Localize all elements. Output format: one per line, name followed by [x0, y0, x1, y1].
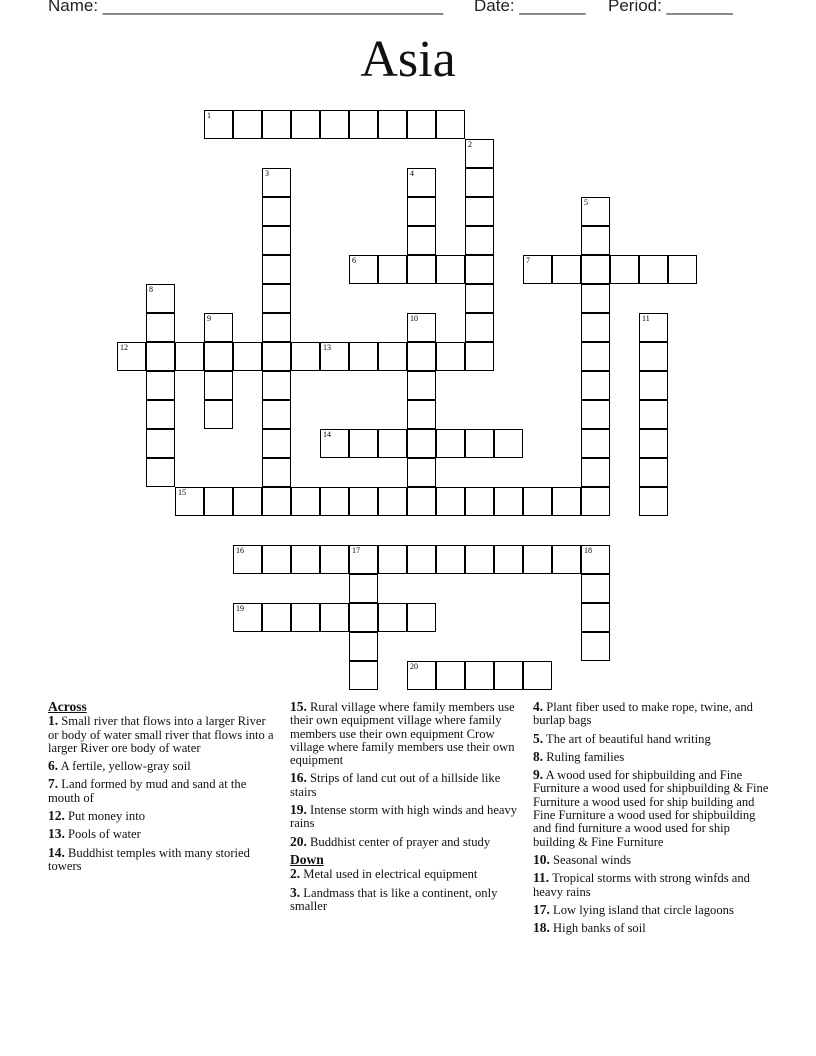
grid-cell[interactable] [494, 545, 523, 574]
grid-cell[interactable] [349, 429, 378, 458]
grid-cell[interactable] [407, 661, 436, 690]
grid-cell[interactable] [407, 429, 436, 458]
grid-cell[interactable] [465, 168, 494, 197]
clue-across-20: 20. Buddhist center of prayer and study [290, 833, 491, 849]
grid-cell[interactable] [262, 400, 291, 429]
grid-cell[interactable] [349, 255, 378, 284]
grid-cell[interactable] [610, 255, 639, 284]
grid-cell[interactable] [262, 603, 291, 632]
grid-cell[interactable] [146, 313, 175, 342]
grid-cell[interactable] [320, 342, 349, 371]
clue-across-13: 13. Pools of water [48, 826, 141, 842]
grid-cell[interactable] [581, 400, 610, 429]
grid-cell[interactable] [349, 545, 378, 574]
grid-cell[interactable] [291, 487, 320, 516]
grid-cell[interactable] [465, 661, 494, 690]
grid-cell[interactable] [523, 255, 552, 284]
grid-cell[interactable] [204, 342, 233, 371]
grid-cell[interactable] [233, 110, 262, 139]
grid-cell[interactable] [436, 110, 465, 139]
grid-cell[interactable] [581, 197, 610, 226]
grid-cell[interactable] [639, 400, 668, 429]
grid-cell[interactable] [117, 342, 146, 371]
grid-cell[interactable] [465, 284, 494, 313]
grid-cell[interactable] [407, 226, 436, 255]
grid-cell[interactable] [320, 429, 349, 458]
grid-cell[interactable] [262, 197, 291, 226]
grid-cell[interactable] [407, 371, 436, 400]
across-heading: Across [48, 699, 87, 714]
grid-cell[interactable] [465, 197, 494, 226]
grid-cell[interactable] [320, 110, 349, 139]
grid-cell[interactable] [407, 342, 436, 371]
grid-cell[interactable] [349, 342, 378, 371]
grid-cell[interactable] [407, 487, 436, 516]
grid-cell[interactable] [552, 487, 581, 516]
grid-cell[interactable] [407, 168, 436, 197]
grid-cell[interactable] [552, 545, 581, 574]
grid-cell[interactable] [639, 458, 668, 487]
grid-cell[interactable] [639, 313, 668, 342]
grid-cell[interactable] [436, 255, 465, 284]
clue-number: 2 [468, 140, 472, 149]
clue-number: 16 [236, 546, 244, 555]
grid-cell[interactable] [291, 545, 320, 574]
grid-cell[interactable] [291, 603, 320, 632]
clue-number: 9 [207, 314, 211, 323]
grid-cell[interactable] [407, 197, 436, 226]
grid-cell[interactable] [668, 255, 697, 284]
grid-cell[interactable] [233, 603, 262, 632]
grid-cell[interactable] [581, 255, 610, 284]
clue-across-15: 15. Rural village where family members use their own equipment village where family members use their own equipment Crow village where family members use their own equipment [290, 699, 515, 768]
grid-cell[interactable] [204, 110, 233, 139]
clue-across-19: 19. Intense storm with high winds and heavy rains [290, 802, 518, 831]
clue-number: 4 [410, 169, 414, 178]
clue-number: 20 [410, 662, 418, 671]
grid-cell[interactable] [581, 458, 610, 487]
clue-number: 12 [120, 343, 128, 352]
grid-cell[interactable] [320, 545, 349, 574]
clue-number: 7 [526, 256, 530, 265]
grid-cell[interactable] [407, 255, 436, 284]
grid-cell[interactable] [262, 255, 291, 284]
clues-column-3 [533, 700, 769, 939]
grid-cell[interactable] [465, 313, 494, 342]
grid-cell[interactable] [146, 458, 175, 487]
grid-cell[interactable] [262, 284, 291, 313]
grid-cell[interactable] [349, 603, 378, 632]
period-field[interactable]: Period: _______ [608, 0, 733, 15]
grid-cell[interactable] [262, 226, 291, 255]
grid-cell[interactable] [407, 400, 436, 429]
grid-cell[interactable] [581, 574, 610, 603]
grid-cell[interactable] [320, 603, 349, 632]
clue-number: 14 [323, 430, 331, 439]
grid-cell[interactable] [146, 371, 175, 400]
grid-cell[interactable] [436, 545, 465, 574]
grid-cell[interactable] [465, 342, 494, 371]
grid-cell[interactable] [146, 429, 175, 458]
clue-across-16: 16. Strips of land cut out of a hillside like stairs [290, 770, 501, 799]
grid-cell[interactable] [639, 342, 668, 371]
clue-down-8: 8. Ruling families [533, 748, 625, 764]
grid-cell[interactable] [204, 371, 233, 400]
grid-cell[interactable] [407, 313, 436, 342]
clue-across-6: 6. A fertile, yellow-gray soil [48, 758, 191, 774]
grid-cell[interactable] [407, 110, 436, 139]
grid-cell[interactable] [262, 168, 291, 197]
grid-cell[interactable] [233, 342, 262, 371]
grid-cell[interactable] [581, 545, 610, 574]
grid-cell[interactable] [465, 487, 494, 516]
clue-number: 17 [352, 546, 360, 555]
grid-cell[interactable] [581, 342, 610, 371]
grid-cell[interactable] [436, 429, 465, 458]
grid-cell[interactable] [523, 545, 552, 574]
grid-cell[interactable] [494, 429, 523, 458]
grid-cell[interactable] [378, 487, 407, 516]
clue-down-17: 17. Low lying island that circle lagoons [533, 901, 734, 917]
grid-cell[interactable] [494, 661, 523, 690]
grid-cell[interactable] [581, 429, 610, 458]
grid-cell[interactable] [146, 284, 175, 313]
grid-cell[interactable] [581, 603, 610, 632]
clue-number: 13 [323, 343, 331, 352]
grid-cell[interactable] [639, 371, 668, 400]
down-heading: Down [290, 851, 324, 867]
clue-number: 5 [584, 198, 588, 207]
grid-cell[interactable] [465, 429, 494, 458]
grid-cell[interactable] [291, 342, 320, 371]
grid-cell[interactable] [407, 458, 436, 487]
grid-cell[interactable] [349, 661, 378, 690]
grid-cell[interactable] [378, 603, 407, 632]
grid-cell[interactable] [233, 487, 262, 516]
clue-down-3: 3. Landmass that is like a continent, only smaller [290, 884, 498, 913]
grid-cell[interactable] [291, 110, 320, 139]
grid-cell[interactable] [581, 632, 610, 661]
grid-cell[interactable] [175, 487, 204, 516]
clue-number: 6 [352, 256, 356, 265]
clue-number: 15 [178, 488, 186, 497]
grid-cell[interactable] [204, 313, 233, 342]
clue-number: 18 [584, 546, 592, 555]
clue-number: 8 [149, 285, 153, 294]
grid-cell[interactable] [436, 661, 465, 690]
grid-cell[interactable] [639, 487, 668, 516]
grid-cell[interactable] [146, 400, 175, 429]
grid-cell[interactable] [407, 603, 436, 632]
clue-number: 3 [265, 169, 269, 178]
clue-down-11: 11. Tropical storms with strong winfds and heavy rains [533, 870, 750, 899]
clue-number: 10 [410, 314, 418, 323]
grid-cell[interactable] [175, 342, 204, 371]
clue-number: 19 [236, 604, 244, 613]
clues-column-2 [290, 700, 526, 917]
grid-cell[interactable] [233, 545, 262, 574]
grid-cell[interactable] [349, 110, 378, 139]
grid-cell[interactable] [262, 371, 291, 400]
clue-across-14: 14. Buddhist temples with many storied towers [48, 844, 250, 873]
grid-cell[interactable] [436, 342, 465, 371]
grid-cell[interactable] [378, 545, 407, 574]
grid-cell[interactable] [552, 255, 581, 284]
grid-cell[interactable] [639, 429, 668, 458]
grid-cell[interactable] [407, 545, 436, 574]
date-field[interactable]: Date: _______ [474, 0, 586, 15]
grid-cell[interactable] [204, 487, 233, 516]
grid-cell[interactable] [378, 342, 407, 371]
clue-across-1: 1. Small river that flows into a larger River or body of water small river that flows into a larger River ore body of water [48, 713, 274, 755]
grid-cell[interactable] [523, 661, 552, 690]
grid-cell[interactable] [465, 226, 494, 255]
grid-cell[interactable] [465, 139, 494, 168]
clue-down-18: 18. High banks of soil [533, 920, 646, 936]
grid-cell[interactable] [349, 487, 378, 516]
grid-cell[interactable] [581, 313, 610, 342]
grid-cell[interactable] [204, 400, 233, 429]
clue-across-12: 12. Put money into [48, 808, 145, 824]
grid-cell[interactable] [581, 226, 610, 255]
grid-cell[interactable] [465, 545, 494, 574]
grid-cell[interactable] [581, 284, 610, 313]
clue-down-10: 10. Seasonal winds [533, 851, 632, 867]
clue-down-2: 2. Metal used in electrical equipment [290, 866, 478, 882]
grid-cell[interactable] [494, 487, 523, 516]
name-field[interactable]: Name: ____________________________________ [48, 0, 444, 15]
grid-cell[interactable] [262, 487, 291, 516]
clue-down-5: 5. The art of beautiful hand writing [533, 730, 711, 746]
grid-cell[interactable] [523, 487, 552, 516]
grid-cell[interactable] [349, 574, 378, 603]
page-title: Asia [360, 31, 456, 88]
grid-cell[interactable] [262, 342, 291, 371]
clue-number: 11 [642, 314, 650, 323]
clue-across-7: 7. Land formed by mud and sand at the mouth of [48, 776, 247, 805]
grid-cell[interactable] [436, 487, 465, 516]
grid-cell[interactable] [262, 429, 291, 458]
grid-cell[interactable] [349, 632, 378, 661]
grid-cell[interactable] [581, 371, 610, 400]
grid-cell[interactable] [581, 487, 610, 516]
clue-down-4: 4. Plant fiber used to make rope, twine, and burlap bags [533, 699, 753, 728]
grid-cell[interactable] [639, 255, 668, 284]
grid-cell[interactable] [262, 545, 291, 574]
grid-cell[interactable] [262, 458, 291, 487]
clue-number: 1 [207, 111, 211, 120]
grid-cell[interactable] [465, 255, 494, 284]
grid-cell[interactable] [262, 313, 291, 342]
grid-cell[interactable] [378, 255, 407, 284]
clues-column-1 [48, 700, 276, 877]
grid-cell[interactable] [262, 110, 291, 139]
grid-cell[interactable] [378, 429, 407, 458]
grid-cell[interactable] [146, 342, 175, 371]
grid-cell[interactable] [320, 487, 349, 516]
grid-cell[interactable] [378, 110, 407, 139]
clue-down-9: 9. A wood used for shipbuilding and Fine Furniture a wood used for shipbuilding & Fine Furniture a wood used for ship building and Fine Furniture a wood used for shipbuilding and find furniture a wood used for ship building & Fine Furniture [533, 767, 769, 849]
